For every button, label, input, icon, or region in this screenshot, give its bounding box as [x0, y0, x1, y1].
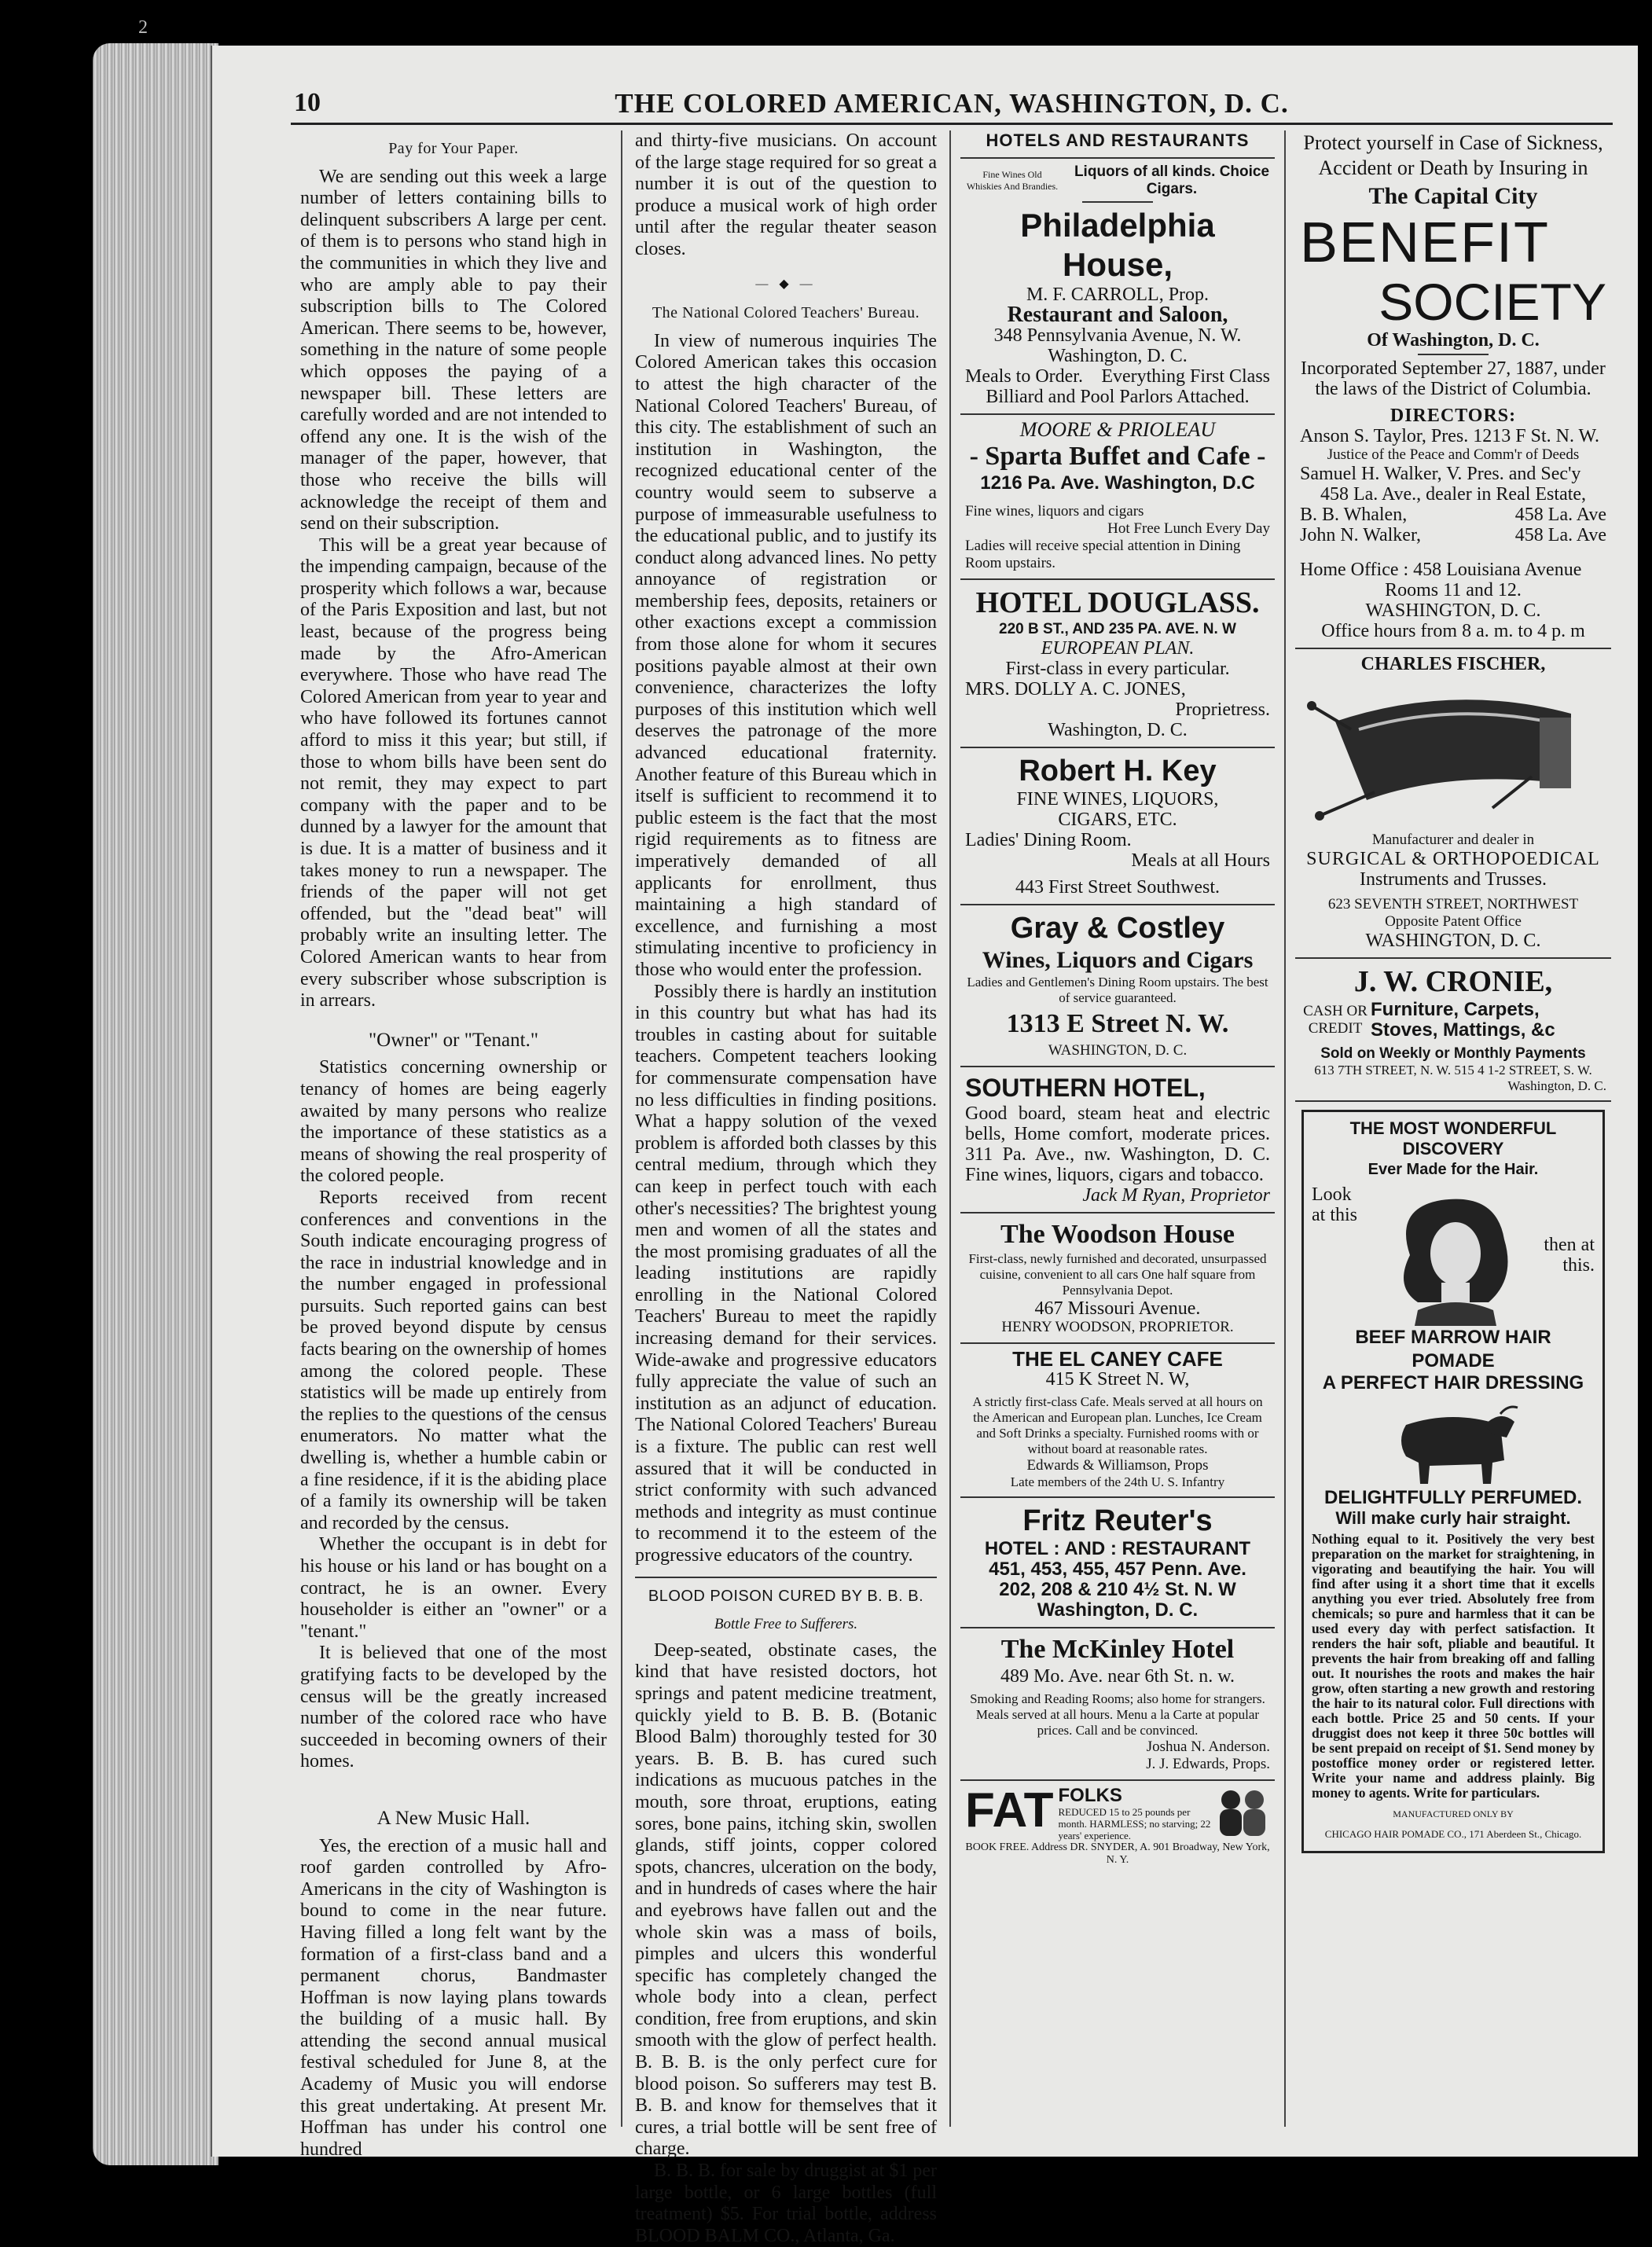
ad-text: M. F. CARROLL, Prop.	[1026, 285, 1210, 305]
ad-hotel-douglass	[960, 580, 1275, 748]
ad-text: Restaurant and Saloon,	[1007, 303, 1228, 327]
ad-text: Of Washington, D. C.	[1367, 330, 1540, 351]
article-title-music: A New Music Hall.	[376, 1807, 530, 1829]
ad-text: Smoking and Reading Rooms; also home for strangers. Meals served at all hours. Menu a la Carte at popular prices. Call and be convinced.	[970, 1691, 1265, 1738]
ad-text: WASHINGTON, D. C.	[1365, 600, 1541, 621]
article-paragraph: In view of numerous inquiries The Colored American takes this occasion to attest the high character of the National Colored Teachers' Bureau, of this city. The establishment of such an institution in Washington, the recognized educational center of the country would seem to subserve a purpose of immeasurable usefulness to the educational public, and to justify its conduct along advanced lines. No petty annoyance of registration or membership fees, deposits, retainers or other exactions except a commission from those alone for whom it secures positions payable almost at their own convenience, characterizes the lofty purposes of this institution which well deserves the patronage of the more advanced educational fraternity. Another feature of this Bureau which in itself is sufficient to recommend it to public esteem is the fact that the most rigid requirements as to fitness are imperatively demanded of all applicants for enrollment, thus maintaining a high standard of excellence, and furnishing a most stimulating incentive to proficiency in those who would enter the profession.	[635, 330, 937, 980]
ad-text: Billiard and Pool Parlors Attached.	[986, 387, 1250, 407]
ad-text: 415 K Street N. W,	[1045, 1369, 1190, 1390]
ad-text: Meals to Order.	[965, 366, 1083, 387]
column-divider	[949, 130, 951, 2127]
article-paragraph: Yes, the erection of a music hall and roof garden controlled by Afro-Americans in the city of Washington is bound to come in the near future. Having filled a long felt want by the formation of a first-class band and a permanent chorus, Bandmaster Hoffman is now laying plans towards the building of a music hall. By attending the second annual musical festival scheduled for June 8, at the Academy of Music you will endorse this great undertaking. At present Mr. Hoffman has under his control one hundred	[300, 1835, 607, 2160]
ad-text: 467 Missouri Avenue.	[1034, 1298, 1201, 1319]
bull-illustration	[1382, 1393, 1524, 1488]
ad-text: Everything First Class	[1101, 366, 1270, 387]
ad-text: Sold on Weekly or Monthly Payments	[1320, 1045, 1586, 1062]
article-paragraph: and thirty-five musicians. On account of the large stage required for so great a number it is out of the question to produce a musical work of high order until after the regular theater season closes.	[635, 130, 937, 259]
ad-text: DELIGHTFULLY PERFUMED.	[1323, 1487, 1583, 1508]
ad-text: CHICAGO HAIR POMADE CO., 171 Aberdeen St., Chicago.	[1324, 1828, 1582, 1840]
ad-text: 348 Pennsylvania Avenue, N. W.	[993, 325, 1242, 346]
ad-beef-marrow-pomade	[1301, 1110, 1605, 1853]
ad-text: SURGICAL & ORTHOPOEDICAL	[1306, 849, 1600, 869]
ad-text: Nothing equal to it. Positively the very best preparation on the market for straightening, in vigorating and beautifying the hair. You will find after using it a short time that it excells anything you ever tried. Absolutely free from chemicals; so pure and harmless that it can be used every day with perfect satisfaction. It renders the hair soft, pliable and beautiful. It prevents the hair from breaking off and falling out. It nourishes the roots and makes the hair grow, often starting a new growth and restoring the hair to its natural color. Full directions with each bottle. Price 25 and 50 cents. If your druggist does not keep it three 50c bottles will be sent prepaid on receipt of $1. Send money by postoffice money order or registered letter. Write your name and address plainly. Big money to agents. Write for particulars.	[1312, 1531, 1595, 1801]
ad-text: 458 La. Ave	[1514, 525, 1606, 545]
ad-text: HOTEL : AND : RESTAURANT	[984, 1538, 1251, 1559]
ad-text: Stoves, Mattings, &c	[1371, 1019, 1555, 1041]
ad-text: CREDIT	[1308, 1020, 1363, 1037]
ad-text: Hot Free Lunch Every Day	[1107, 520, 1270, 537]
ad-text: EUROPEAN PLAN.	[1041, 638, 1195, 659]
ad-title: Fritz Reuter's	[1022, 1504, 1213, 1537]
page-number: 10	[294, 88, 321, 117]
ad-robert-key	[960, 748, 1275, 905]
ad-text: Ladies' Dining Room.	[965, 830, 1132, 850]
ad-text: Justice of the Peace and Comm'r of Deeds	[1327, 446, 1580, 463]
ad-title: Robert H. Key	[1019, 755, 1217, 788]
article-title-bureau: The National Colored Teachers' Bureau.	[652, 304, 920, 322]
ad-text: then at this.	[1544, 1235, 1595, 1276]
ad-gray-costley	[960, 905, 1275, 1067]
ad-text: Anson S. Taylor, Pres. 1213 F St. N. W.	[1300, 426, 1599, 446]
column-1	[300, 130, 607, 2161]
ad-text: Meals at all Hours	[1131, 850, 1270, 871]
ad-text: CASH OR	[1303, 1003, 1367, 1019]
ad-text: 1313 E Street N. W.	[1006, 1009, 1229, 1038]
ad-text: Samuel H. Walker, V. Pres. and Sec'y	[1300, 464, 1581, 484]
ad-text: Opposite Patent Office	[1385, 913, 1522, 930]
ad-text: 451, 453, 455, 457 Penn. Ave.	[989, 1559, 1246, 1580]
article-subtitle: Bottle Free to Sufferers.	[714, 1616, 858, 1633]
ad-title: Gray & Costley	[1010, 912, 1225, 945]
ad-title: CHARLES FISCHER,	[1360, 654, 1546, 674]
ad-mckinley-hotel	[960, 1628, 1275, 1781]
ad-text: FOLKS	[1058, 1785, 1122, 1806]
ad-text: The Capital City	[1368, 183, 1538, 209]
ad-charles-fischer	[1295, 649, 1611, 959]
ad-fritz-reuter	[960, 1498, 1275, 1628]
ad-title: The Woodson House	[1000, 1220, 1235, 1249]
ad-text: Home Office : 458 Louisiana Avenue	[1300, 560, 1582, 580]
ad-text: MOORE & PRIOLEAU	[1019, 418, 1216, 441]
ad-text: Edwards & Williamson, Props	[1026, 1457, 1209, 1474]
ad-title: THE EL CANEY CAFE	[1012, 1347, 1223, 1371]
ad-title: THE MOST WONDERFUL DISCOVERY	[1349, 1118, 1557, 1158]
page-edge-number: 2	[138, 17, 148, 38]
article-paragraph: Whether the occupant is in debt for his house or his land or has bought on a contract, he is an owner. Every householder is either an "owner" or a "tenant."	[300, 1534, 607, 1642]
article-paragraph: This will be a great year because of the impending campaign, because of the prosperity which follows a war, because of the Paris Exposition and last, but not least, because of the progress being made by the Afro-American everywhere. Those who have read The Colored American from year to year and who have followed its fortunes cannot afford to miss it this year; but still, if those to whom bills have been sent do not remit, they may expect to part company with the paper and to be dunned by a lawyer for the amount that is due. It is a matter of business and it takes money to run a newspaper. The friends of the paper will not get offended, but the "dead beat" will probably write an insulting letter. The Colored American wants to hear from every subscriber whose subscription is in arrears.	[300, 534, 607, 1012]
ad-title: The McKinley Hotel	[1000, 1635, 1235, 1664]
ad-text: 489 Mo. Ave. near 6th St. n. w.	[1000, 1666, 1235, 1687]
article-paragraph: Deep-seated, obstinate cases, the kind that have resisted doctors, hot springs and patent medicine treatment, quickly yield to B. B. B. (Botanic Blood Balm) thoroughly tested for 30 years. B. B. B. has cured such indications as mucuous patches in the mouth, sore throat, eruptions, eating sores, bone pains, itching skin, swollen glands, stiff joints, copper colored spots, chancres, ulceration on the body, and in hundreds of cases where the hair and eyebrows have fallen out and the whole skin was a mass of boils, pimples and ulcers this wonderful specific has completely changed the whole body into a clean, perfect condition, free from eruptions, and skin smooth with the glow of perfect health. B. B. B. is the only perfect cure for blood poison. So sufferers may test B. B. B. and know for themselves that it cures, a trial bottle will be sent free of charge.	[635, 1639, 937, 2160]
ad-section-head	[960, 130, 1275, 159]
ad-text: Manufacturer and dealer in	[1371, 832, 1535, 848]
ad-text: BEEF MARROW HAIR POMADE	[1355, 1327, 1551, 1371]
ad-text: Furniture, Carpets,	[1371, 999, 1540, 1020]
column-divider	[1284, 130, 1286, 2127]
article-title-owner: "Owner" or "Tenant."	[368, 1029, 539, 1051]
ad-text: 458 La. Ave., dealer in Real Estate,	[1320, 484, 1587, 505]
ad-text: Joshua N. Anderson.	[1146, 1738, 1270, 1755]
ad-text: Office hours from 8 a. m. to 4 p. m	[1321, 621, 1585, 641]
ad-text: Washington, D. C.	[1048, 346, 1188, 366]
ad-benefit-society	[1295, 130, 1611, 649]
ad-text: Ever Made for the Hair.	[1367, 1161, 1539, 1178]
ad-text: Rooms 11 and 12.	[1385, 580, 1522, 600]
ad-text: Washington, D. C.	[1048, 720, 1188, 740]
ad-text: Fine Wines Old Whiskies And Brandies.	[966, 169, 1059, 192]
ad-text: Jack M Ryan, Proprietor	[1082, 1185, 1270, 1206]
ad-text: 613 7TH STREET, N. W. 515 4 1-2 STREET, S. W.	[1314, 1063, 1592, 1078]
article-paragraph: Possibly there is hardly an institution in this country but what has had its troubles in casting about for suitable teachers. Competent teachers looking for commensurate compensation have no less difficulties in finding positions. What a happy solution of the vexed problem is afforded both classes by this central medium, through which they can keep in perfect touch with each other's necessities? The brightest young men and women of all the states and the most promising graduates of all the leading institutions are rapidly enrolling in the National Colored Teachers' Bureau to meet the rapidly increasing demand for their services. Wide-awake and progressive educators fully appreciate the value of such an institution as an adjunct of education. The National Colored Teachers' Bureau is a fixture. The public can rest well assured that it will be conducted in strict conformity with such advanced methods and integrity as must continue to recommend it to the esteem of the progressive educators of the country.	[635, 981, 937, 1566]
article-paragraph: We are sending out this week a large number of letters containing bills to delinquent subscribers A large per cent. of them is to persons who stand high in the communities in which they live and who are amply able to pay their subscription bills to The Colored American. There seems to be, however, something in the nature of some people which opposes the paying of a newspaper bill. These letters are carefully worded and are not intended to offend any one. It is the wish of the manager of the paper, however, that those who receive the bills will acknowledge the receipt of them and send on their subscription.	[300, 166, 607, 534]
header-rule	[291, 123, 1613, 125]
ad-text: 458 La. Ave	[1514, 505, 1606, 525]
ad-text: Look at this	[1312, 1184, 1357, 1225]
ad-text: WASHINGTON, D. C.	[1048, 1042, 1188, 1059]
ad-text: Washington, D. C.	[1507, 1078, 1606, 1093]
ad-title: HOTEL DOUGLASS.	[975, 586, 1260, 619]
ad-text: HENRY WOODSON, PROPRIETOR.	[1001, 1319, 1234, 1335]
ad-text: Good board, steam heat and electric bells, Home comfort, moderate prices. 311 Pa. Ave., nw. Washington, D. C. Fine wines, liquors, cigars and tobacco.	[965, 1103, 1270, 1185]
ad-text: Ladies and Gentlemen's Dining Room upstairs. The best of service guaranteed.	[967, 975, 1268, 1005]
ad-text: CIGARS, ETC.	[1058, 810, 1177, 830]
column-4-advertisements	[1295, 130, 1611, 1853]
ad-sparta-buffet	[960, 415, 1275, 580]
ad-text: First-class, newly furnished and decorated, unsurpassed cuisine, convenient to all cars One half square from Pennsylvania Depot.	[968, 1251, 1267, 1298]
woman-portrait-illustration	[1386, 1184, 1520, 1326]
article-paragraph: Statistics concerning ownership or tenancy of homes are being eagerly awaited by many persons who realize the importance of these statistics as a means of showing the real prosperity of the colored people.	[300, 1057, 607, 1187]
bound-volume-edge	[93, 43, 218, 2165]
column-3-advertisements	[960, 130, 1275, 1873]
ad-text: John N. Walker,	[1300, 525, 1421, 545]
ad-fat-folks	[960, 1781, 1275, 1873]
ad-text: Washington, D. C.	[1037, 1599, 1199, 1621]
section-rule	[635, 1577, 937, 1578]
column-2	[635, 130, 937, 2247]
ad-title: J. W. CRONIE,	[1353, 965, 1553, 998]
ad-text: Proprietress.	[1175, 699, 1270, 720]
ad-title: SOUTHERN HOTEL,	[965, 1074, 1206, 1102]
section-ornament: — ◆ —	[755, 277, 817, 291]
ad-text: 1216 Pa. Ave. Washington, D.C	[980, 472, 1255, 494]
article-title-blood: BLOOD POISON CURED BY B. B. B.	[648, 1587, 924, 1605]
ad-text: WASHINGTON, D. C.	[1365, 931, 1541, 951]
ad-text: A PERFECT HAIR DRESSING	[1322, 1372, 1584, 1393]
ad-text: 623 SEVENTH STREET, NORTHWEST	[1327, 896, 1579, 912]
ad-philadelphia-house	[960, 159, 1275, 415]
ad-text: REDUCED 15 to 25 pounds per month. HARMLESS; no starving; 22 years' experience.	[1058, 1806, 1211, 1841]
ad-text: B. B. Whalen,	[1300, 505, 1408, 525]
masthead-title: THE COLORED AMERICAN, WASHINGTON, D. C.	[615, 88, 1289, 119]
ad-title: FAT	[965, 1783, 1054, 1838]
ad-text: FINE WINES, LIQUORS,	[1016, 789, 1219, 810]
ad-text: BOOK FREE. Address DR. SNYDER, A. 901 Broadway, New York, N. Y.	[965, 1841, 1270, 1866]
article-title-pay: Pay for Your Paper.	[388, 140, 519, 157]
ad-text: First-class in every particular.	[1005, 659, 1230, 679]
ad-text: Fine wines, liquors and cigars	[965, 503, 1144, 520]
newspaper-page	[211, 46, 1638, 2246]
portrait-illustration	[1215, 1786, 1270, 1838]
ad-text: Wines, Liquors and Cigars	[982, 947, 1254, 973]
ornament-rule	[1418, 354, 1489, 355]
article-paragraph: B. B. B. for sale by druggist at $1 per large bottle, or 6 large bottles (full treatment) $5. For trial bottle, address BLOOD BALM CO., Atlanta, Ga.	[635, 2161, 937, 2246]
ad-title: - Sparta Buffet and Cafe -	[969, 442, 1266, 471]
ad-text: 443 First Street Southwest.	[1015, 877, 1220, 898]
truss-illustration	[1304, 674, 1602, 832]
article-paragraph: It is believed that one of the most gratifying facts to be developed by the census will be the greatly increased number of the colored race who have succeeded in becoming owners of their homes.	[300, 1643, 607, 1772]
column-divider	[621, 130, 622, 2127]
ornament-rule	[1082, 201, 1153, 203]
ad-text: Incorporated September 27, 1887, under the laws of the District of Columbia.	[1301, 358, 1606, 399]
ad-woodson-house	[960, 1213, 1275, 1344]
ad-el-caney-cafe	[960, 1344, 1275, 1498]
ad-text: MRS. DOLLY A. C. JONES,	[965, 679, 1186, 699]
ad-title: BENEFIT	[1300, 211, 1551, 274]
ad-text: Will make curly hair straight.	[1335, 1508, 1571, 1528]
ad-text: Late members of the 24th U. S. Infantry	[1010, 1474, 1225, 1489]
article-paragraph: Reports received from recent conferences and conventions in the South indicate encouraging progress of the race in industrial knowledge and in the number engaged in professional pursuits. Such reported gains can best be proved beyond dispute by census facts bearing on the ownership of homes among the colored people. These statistics will be made up entirely from the replies to the questions of the census enumerators. No matter what the dwelling is, whether a humble cabin or a fine residence, if it is the abiding place of a family its ownership will be taken and recorded by the census.	[300, 1187, 607, 1533]
ad-text: DIRECTORS:	[1390, 406, 1517, 426]
ad-text: MANUFACTURED ONLY BY	[1393, 1808, 1514, 1819]
ad-text: A strictly first-class Cafe. Meals served at all hours on the American and European plan. Lunches, Ice Cream and Soft Drinks a specialty. Furnished rooms with or without board at reasonable rates.	[972, 1394, 1263, 1456]
ad-text: Protect yourself in Case of Sickness, Accident or Death by Insuring in	[1303, 131, 1603, 179]
ad-text: Ladies will receive special attention in Dining Room upstairs.	[965, 538, 1241, 571]
ad-text: 202, 208 & 210 4½ St. N. W	[999, 1579, 1236, 1600]
section-heading: HOTELS AND RESTAURANTS	[986, 130, 1250, 150]
ad-text: J. J. Edwards, Props.	[1146, 1756, 1270, 1772]
ad-cronie-furniture	[1295, 959, 1611, 1102]
ad-text: 220 B ST., AND 235 PA. AVE. N. W	[999, 621, 1236, 637]
ad-text: Liquors of all kinds. Choice Cigars.	[1074, 163, 1270, 197]
ad-southern-hotel	[960, 1067, 1275, 1213]
page-header	[294, 86, 1610, 121]
ad-title: SOCIETY	[1379, 273, 1606, 331]
ad-title: Philadelphia House,	[1020, 207, 1215, 283]
ad-text: Instruments and Trusses.	[1359, 869, 1547, 890]
